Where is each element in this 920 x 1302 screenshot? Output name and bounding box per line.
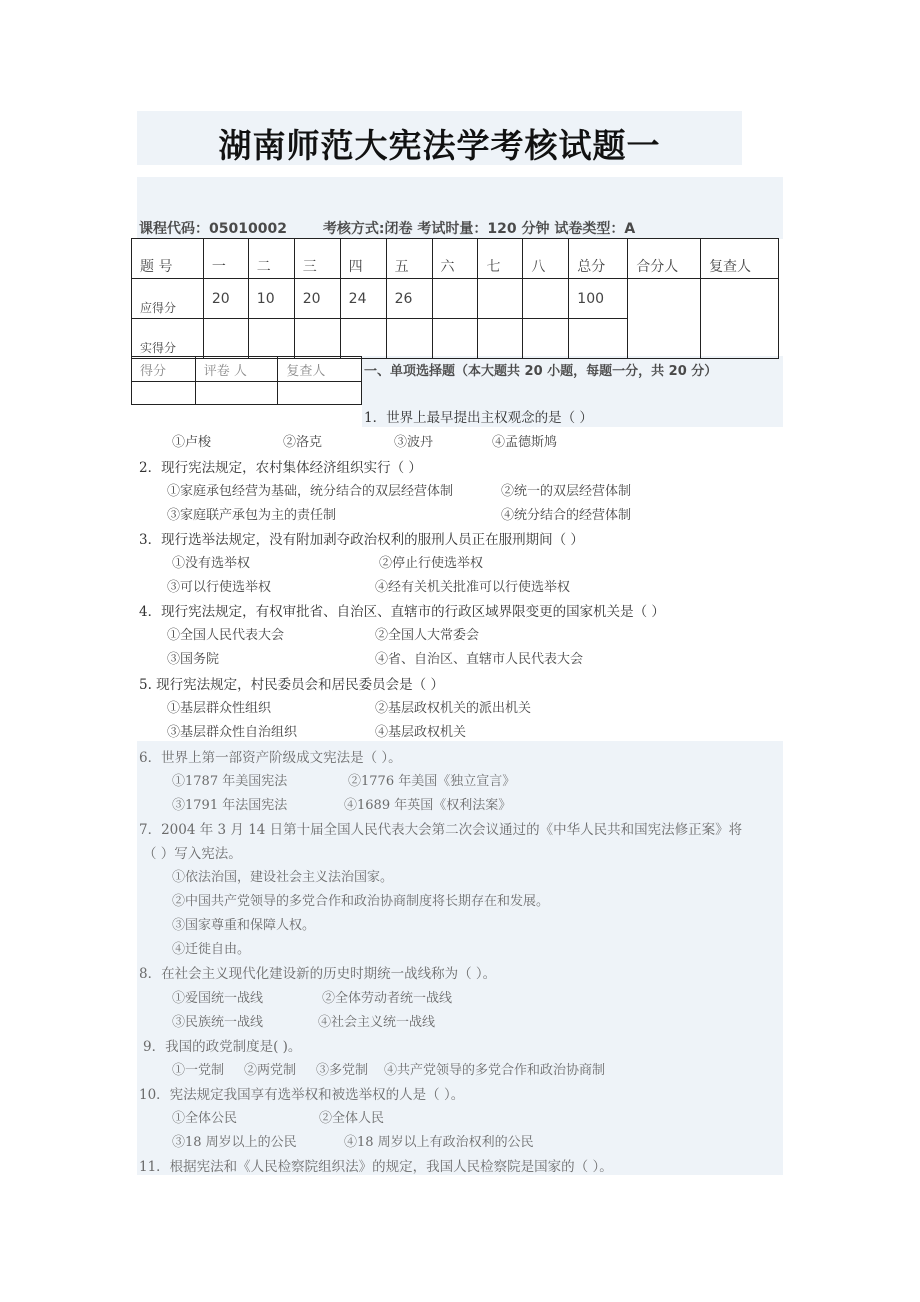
actual-label: 实得分: [132, 319, 204, 359]
header-cell: 四: [340, 239, 386, 279]
header-cell: 三: [294, 239, 340, 279]
actual-cell[interactable]: [523, 319, 569, 359]
option: ②全体劳动者统一战线: [322, 991, 453, 1006]
actual-cell[interactable]: [340, 319, 386, 359]
option: ①没有选举权: [172, 556, 251, 571]
grader-header-cell: 得分: [132, 357, 196, 382]
header-cell: 题 号: [132, 239, 204, 279]
due-cell: 26: [386, 279, 432, 319]
question-stem: 4．现行宪法规定，有权审批省、自治区、直辖市的行政区域界限变更的国家机关是（ ）: [139, 604, 665, 620]
exam-info: 考核方式:闭卷 考试时量：120 分钟 试卷类型：A: [322, 221, 636, 237]
option: ③基层群众性自治组织: [167, 725, 298, 740]
score-table: [131, 238, 779, 359]
option: ④省、自治区、直辖市人民代表大会: [375, 652, 584, 667]
option: ①爱国统一战线: [172, 991, 264, 1006]
section-title: 一、单项选择题（本大题共 20 小题，每题一分，共 20 分）: [364, 364, 718, 379]
question-stem: 5. 现行宪法规定，村民委员会和居民委员会是（ ）: [139, 677, 444, 693]
option: ①一党制: [172, 1063, 225, 1078]
question-stem: 8．在社会主义现代化建设新的历史时期统一战线称为（ ）。: [139, 966, 497, 982]
header-cell: 合分人: [628, 239, 701, 279]
due-cell: 24: [340, 279, 386, 319]
option: ①1787 年美国宪法: [172, 774, 288, 789]
due-cell: [432, 279, 478, 319]
option: ④18 周岁以上有政治权利的公民: [344, 1135, 534, 1150]
option: ④基层政权机关: [375, 725, 467, 740]
option: ③波丹: [394, 435, 434, 450]
question-stem: 11．根据宪法和《人民检察院组织法》的规定，我国人民检察院是国家的（ ）。: [139, 1159, 613, 1175]
header-cell: 总分: [569, 239, 628, 279]
option: ①基层群众性组织: [167, 701, 272, 716]
option: ③国家尊重和保障人权。: [172, 918, 316, 933]
score-header-row: [132, 239, 779, 279]
option: ①家庭承包经营为基础，统分结合的双层经营体制: [167, 484, 454, 499]
header-cell: 七: [478, 239, 523, 279]
combiner-cell[interactable]: [628, 279, 701, 359]
header-cell: 二: [248, 239, 294, 279]
option: ①全体公民: [172, 1111, 238, 1126]
question-stem: 2．现行宪法规定，农村集体经济组织实行（ ）: [139, 460, 422, 476]
question-stem: 6．世界上第一部资产阶级成文宪法是（ ）。: [139, 750, 402, 766]
actual-cell[interactable]: [478, 319, 523, 359]
option: ④统分结合的经营体制: [501, 508, 632, 523]
option: ③家庭联产承包为主的责任制: [167, 508, 337, 523]
header-cell: 八: [523, 239, 569, 279]
option: ③可以行使选举权: [167, 580, 272, 595]
option: ①依法治国，建设社会主义法治国家。: [172, 870, 394, 885]
option: ②1776 年美国《独立宣言》: [348, 774, 516, 789]
option: ②停止行使选举权: [379, 556, 484, 571]
page-title: 湖南师范大宪法学考核试题一: [218, 126, 661, 165]
option: ③民族统一战线: [172, 1015, 264, 1030]
grader-header-cell: 评卷 人: [195, 357, 278, 382]
course-code: 课程代码：05010002: [139, 221, 287, 237]
question-stem: 10．宪法规定我国享有选举权和被选举权的人是（ ）。: [139, 1087, 465, 1103]
option: ③18 周岁以上的公民: [172, 1135, 297, 1150]
option: ③多党制: [316, 1063, 369, 1078]
option: ③国务院: [167, 652, 220, 667]
actual-cell[interactable]: [248, 319, 294, 359]
option: ②洛克: [283, 435, 323, 450]
grader-header-cell: 复查人: [278, 357, 362, 382]
due-label: 应得分: [132, 279, 204, 319]
grader-entry-cell[interactable]: [278, 382, 362, 405]
due-cell: [478, 279, 523, 319]
option: ②基层政权机关的派出机关: [375, 701, 532, 716]
due-cell: 10: [248, 279, 294, 319]
grader-entry-cell[interactable]: [132, 382, 196, 405]
option: ④孟德斯鸠: [492, 435, 558, 450]
option: ④共产党领导的多党合作和政治协商制: [384, 1063, 606, 1078]
question-stem-continued: （ ）写入宪法。: [143, 846, 242, 862]
option: ④社会主义统一战线: [318, 1015, 436, 1030]
question-stem: 9．我国的政党制度是( )。: [143, 1039, 302, 1055]
grader-header-row: [132, 357, 362, 382]
exam-meta: [139, 218, 635, 238]
header-cell: 五: [386, 239, 432, 279]
header-cell: 六: [432, 239, 478, 279]
actual-cell[interactable]: [386, 319, 432, 359]
actual-cell[interactable]: [432, 319, 478, 359]
option: ④迁徙自由。: [172, 942, 251, 957]
option: ③1791 年法国宪法: [172, 798, 288, 813]
due-cell: [523, 279, 569, 319]
grader-entry-cell[interactable]: [195, 382, 278, 405]
due-cell: 20: [203, 279, 248, 319]
due-cell: 100: [569, 279, 628, 319]
score-due-row: [132, 279, 779, 319]
option: ②统一的双层经营体制: [501, 484, 632, 499]
question-stem: 1．世界上最早提出主权观念的是（ ）: [364, 410, 593, 426]
option: ②全体人民: [319, 1111, 385, 1126]
actual-cell[interactable]: [569, 319, 628, 359]
option: ④1689 年英国《权利法案》: [344, 798, 512, 813]
grader-entry-row: [132, 382, 362, 405]
option: ④经有关机关批准可以行使选举权: [375, 580, 571, 595]
actual-cell[interactable]: [294, 319, 340, 359]
header-cell: 复查人: [701, 239, 779, 279]
option: ①卢梭: [172, 435, 212, 450]
header-cell: 一: [203, 239, 248, 279]
question-stem: 7．2004 年 3 月 14 日第十届全国人民代表大会第二次会议通过的《中华人民共和国宪法修正案》将: [139, 822, 743, 838]
option: ②中国共产党领导的多党合作和政治协商制度将长期存在和发展。: [172, 894, 550, 909]
grader-table: [131, 356, 362, 405]
actual-cell[interactable]: [203, 319, 248, 359]
option: ②两党制: [244, 1063, 297, 1078]
option: ②全国人大常委会: [375, 628, 480, 643]
question-stem: 3．现行选举法规定，没有附加剥夺政治权利的服刑人员正在服刑期间（ ）: [139, 532, 584, 548]
due-cell: 20: [294, 279, 340, 319]
reviewer-cell[interactable]: [701, 279, 779, 359]
option: ①全国人民代表大会: [167, 628, 285, 643]
